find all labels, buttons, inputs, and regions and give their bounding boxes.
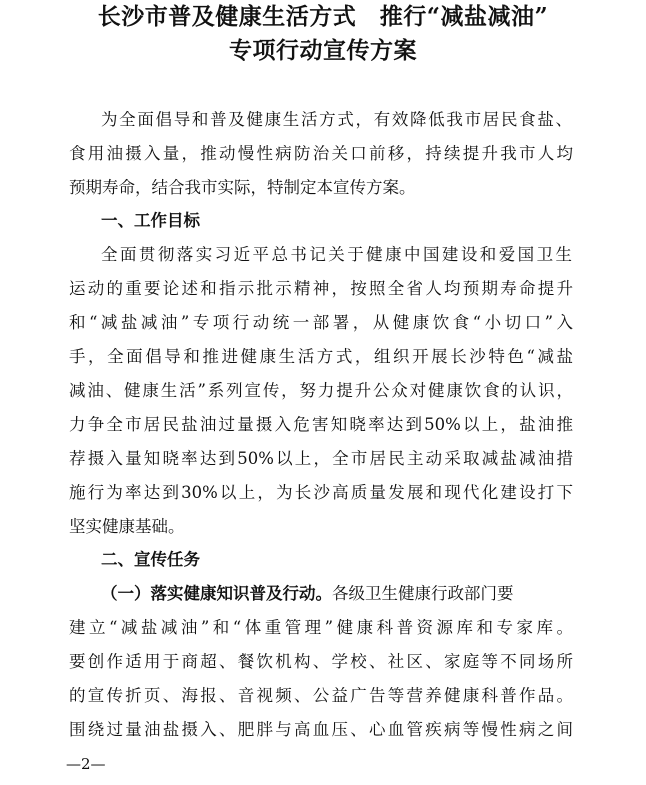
goals-line-2: 运动的重要论述和指示批示精神，按照全省人均预期寿命提升: [69, 279, 573, 298]
document-title-line-2: 专项行动宣传方案: [229, 37, 417, 64]
intro-line-1: 为全面倡导和普及健康生活方式，有效降低我市居民食盐、: [101, 110, 572, 129]
section-heading-tasks: 二、宣传任务: [101, 550, 200, 569]
tasks-line-1: 建立“减盐减油”和“体重管理”健康科普资源库和专家库。: [69, 618, 573, 637]
goals-line-6: 力争全市居民盐油过量摄入危害知晓率达到50%以上，盐油推: [69, 415, 573, 434]
goals-line-1: 全面贯彻落实习近平总书记关于健康中国建设和爱国卫生: [101, 245, 572, 264]
tasks-subheading: （一）落实健康知识普及行动。: [101, 584, 332, 603]
goals-line-7: 荐摄入量知晓率达到50%以上，全市居民主动采取减盐减油措: [69, 449, 573, 468]
goals-line-9: 坚实健康基础。: [69, 517, 185, 536]
document-title-line-1: 长沙市普及健康生活方式 推行“减盐减油”: [97, 3, 549, 30]
section-heading-goals: 一、工作目标: [101, 211, 200, 230]
tasks-line-4: 围绕过量油盐摄入、肥胖与高血压、心血管疾病等慢性病之间: [69, 720, 573, 739]
tasks-first-line-text: 各级卫生健康行政部门要: [332, 584, 514, 603]
intro-line-3: 预期寿命，结合我市实际，特制定本宣传方案。: [69, 178, 416, 197]
goals-line-4: 手，全面倡导和推进健康生活方式，组织开展长沙特色“减盐: [69, 347, 573, 366]
tasks-first-line: [101, 583, 514, 605]
tasks-line-2: 要创作适用于商超、餐饮机构、学校、社区、家庭等不同场所: [69, 652, 573, 671]
goals-line-8: 施行为率达到30%以上，为长沙高质量发展和现代化建设打下: [69, 483, 573, 502]
goals-line-3: 和“减盐减油”专项行动统一部署，从健康饮食“小切口”入: [69, 313, 573, 332]
tasks-line-3: 的宣传折页、海报、音视频、公益广告等营养健康科普作品。: [69, 686, 573, 705]
goals-line-5: 减油、健康生活”系列宣传，努力提升公众对健康饮食的认识，: [69, 381, 573, 400]
page-number: —2—: [66, 755, 106, 773]
intro-line-2: 食用油摄入量，推动慢性病防治关口前移，持续提升我市人均: [69, 144, 573, 163]
